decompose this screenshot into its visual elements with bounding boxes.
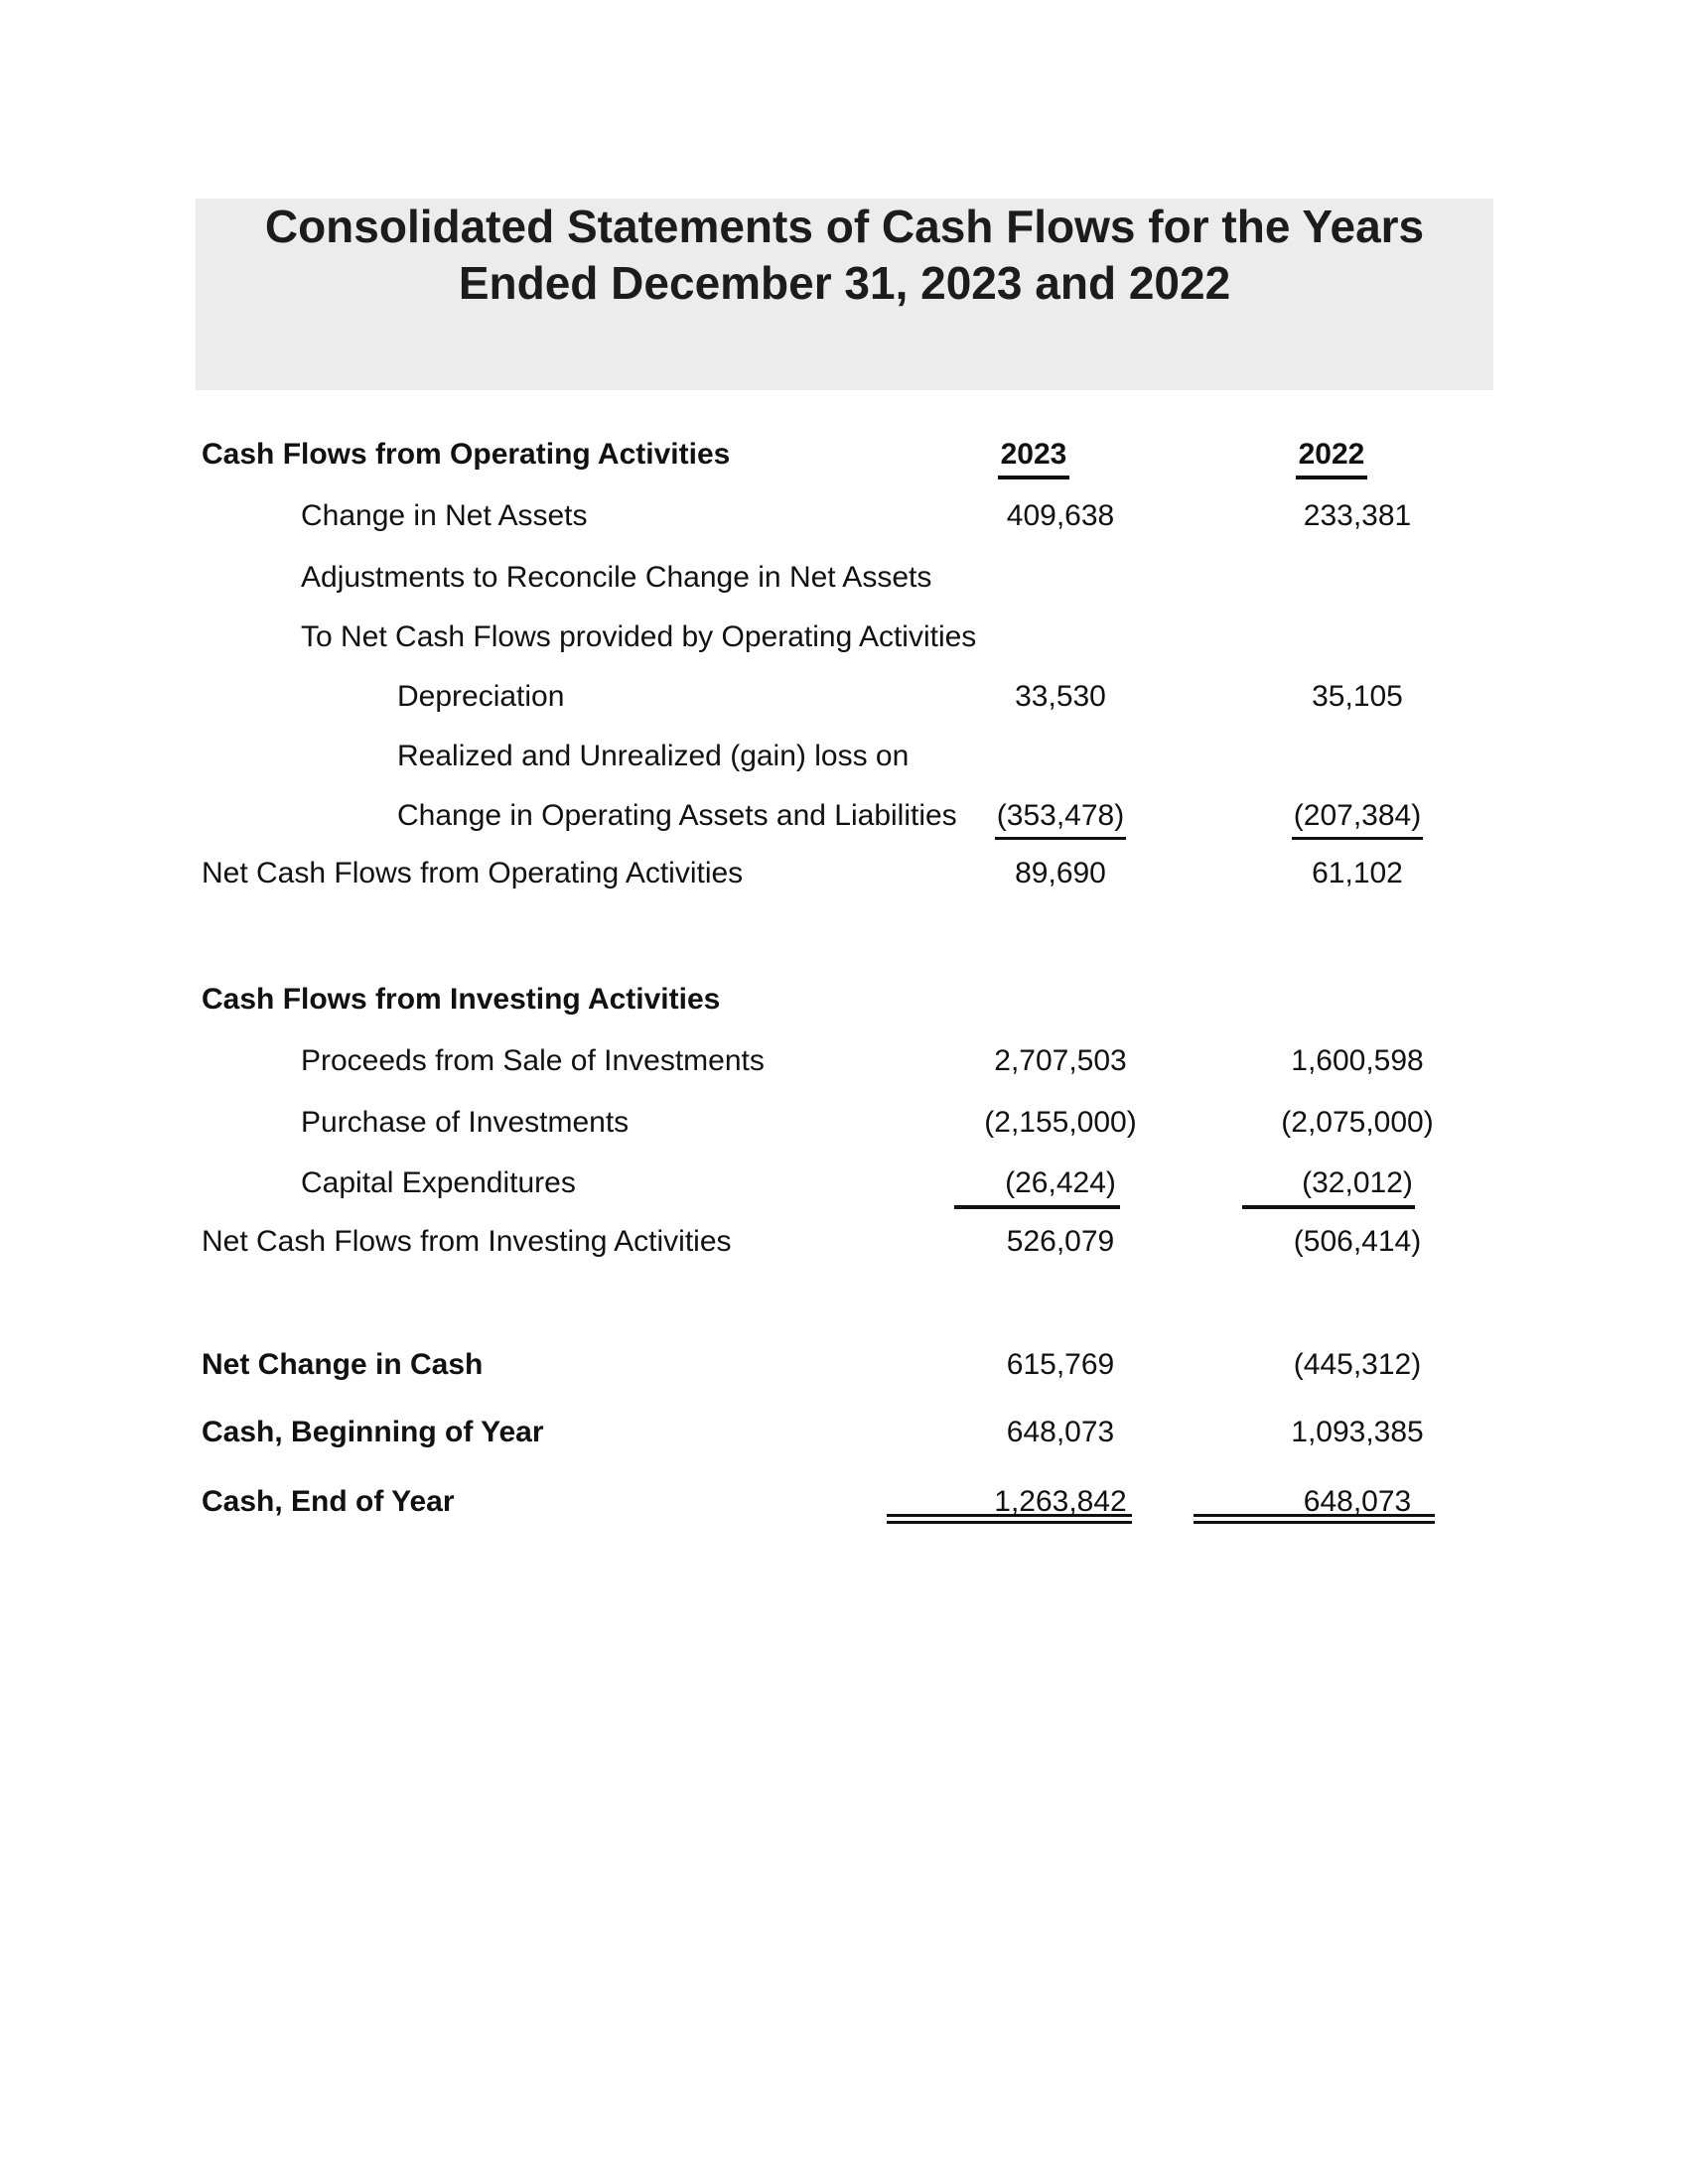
value-2023: 615,769 [1006,1348,1115,1381]
value-2022: (207,384) [1208,797,1506,840]
table-row [0,1164,1688,1204]
table-row [0,797,1688,837]
value-2022: (506,414) [1293,1225,1422,1258]
row-label: Realized and Unrealized (gain) loss on [397,740,910,772]
value-2022: 233,381 [1303,499,1412,532]
table-row [0,678,1688,718]
table-row [0,497,1688,537]
total-double-rule-2022 [1194,1514,1435,1524]
total-double-rule-2023 [887,1514,1132,1524]
section-heading-investing: Cash Flows from Investing Activities [202,983,721,1016]
value-2022: (445,312) [1293,1348,1422,1381]
value-2023: 1,263,842 [994,1485,1127,1518]
row-label: Net Change in Cash [202,1348,484,1381]
row-label: Proceeds from Sale of Investments [301,1044,765,1077]
value-2023: (26,424) [1005,1166,1116,1199]
column-header-2022: 2022 [1183,436,1480,479]
row-label: Net Cash Flows from Operating Activities [202,857,744,889]
row-label: Adjustments to Reconcile Change in Net Assets [301,561,932,594]
table-row [0,738,1688,777]
value-2023: (2,155,000) [984,1106,1137,1139]
value-2022: 1,093,385 [1291,1416,1424,1448]
table-row [0,1104,1688,1144]
page-title-line2: Ended December 31, 2023 and 2022 [458,257,1231,309]
table-row [0,1042,1688,1082]
row-label: Capital Expenditures [301,1166,576,1199]
table-row [0,618,1688,658]
value-2022: 35,105 [1312,680,1403,713]
cash-end-row [0,1483,1688,1523]
row-label: Purchase of Investments [301,1106,630,1139]
value-2023: 89,690 [1015,857,1106,889]
subtotal-row-operating [0,855,1688,894]
table-header-row [0,436,1688,476]
value-2022: 1,600,598 [1291,1044,1424,1077]
value-2022: 61,102 [1312,857,1403,889]
net-change-row [0,1346,1688,1386]
value-2022: (32,012) [1302,1166,1413,1199]
section-heading-row [0,981,1688,1021]
cash-beginning-row [0,1414,1688,1453]
subtotal-rule-2022 [1242,1205,1415,1209]
table-row [0,559,1688,599]
value-2022: 648,073 [1303,1485,1412,1518]
value-2022: (2,075,000) [1281,1106,1434,1139]
title-block [196,199,1493,390]
row-label: Depreciation [397,680,565,713]
value-2023: 33,530 [1015,680,1106,713]
row-label: Net Cash Flows from Investing Activities [202,1225,732,1258]
value-2023: 409,638 [1006,499,1115,532]
value-2023: 2,707,503 [994,1044,1127,1077]
value-2023: 648,073 [1006,1416,1115,1448]
value-2023: 526,079 [1006,1225,1115,1258]
row-label: Cash, End of Year [202,1485,455,1518]
column-header-2023: 2023 [885,436,1183,479]
row-label: Change in Net Assets [301,499,588,532]
page-title-line1: Consolidated Statements of Cash Flows for the Years [264,201,1425,252]
subtotal-rule-2023 [954,1205,1120,1209]
value-2023: (353,478) [912,797,1209,840]
row-label: To Net Cash Flows provided by Operating Activities [301,620,977,653]
section-heading-operating: Cash Flows from Operating Activities [202,438,731,471]
subtotal-row-investing [0,1223,1688,1263]
row-label: Cash, Beginning of Year [202,1416,544,1448]
row-label: Change in Operating Assets and Liabilities [397,799,957,832]
